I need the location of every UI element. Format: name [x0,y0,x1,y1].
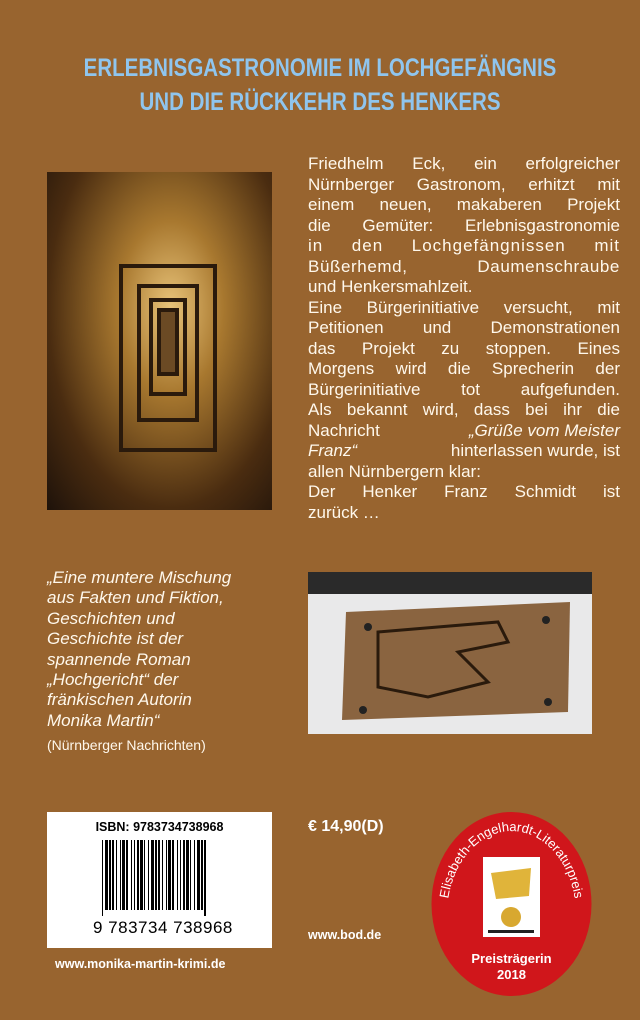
blurb-line: Eine Bürgerinitiative versucht, mit [308,297,620,317]
barcode-bar [120,840,121,910]
review-quote [47,568,267,731]
blurb-word: Nachricht [308,420,380,440]
quote-line: spannende Roman [47,649,191,669]
blurb-line: das Projekt zu stoppen. Eines [308,338,620,358]
hand-sign-photo [308,572,592,734]
quote-line: aus Fakten und Fiktion, [47,588,224,608]
award-badge [431,811,592,997]
publisher-url[interactable]: www.bod.de [308,928,382,942]
barcode-bar [131,840,132,910]
barcode-bar [197,840,200,910]
blurb-line: allen Nürnbergern klar: [308,461,481,481]
quote-line: Monika Martin“ [47,710,160,730]
blurb-line: zurück … [308,502,380,522]
blurb-line: in den Lochgefängnissen mit [308,236,620,255]
blurb-quote: „Grüße vom Meister [468,420,620,440]
barcode-bar [151,840,154,910]
badge-line-2: 2018 [497,967,526,982]
artwork-icon [491,868,531,899]
badge-arc-text: Elisabeth-Engelhardt-Literaturpreis [436,818,587,900]
barcode-bar [158,840,160,910]
blurb-line: und Henkersmahlzeit. [308,277,473,296]
blurb-line: Nürnberger Gastronom, erhitzt mit [308,174,620,194]
barcode-bar [172,840,174,910]
barcode-bar [116,840,117,910]
blurb-word: hinterlassen wurde, ist [450,441,620,460]
quote-line: Geschichten und [47,608,175,628]
barcode-bar [177,840,178,910]
barcode-bar [190,840,191,910]
author-url[interactable]: www.monika-martin-krimi.de [55,957,226,971]
isbn-label: ISBN: 9783734738968 [95,820,224,834]
barcode-bar [105,840,108,910]
barcode-bar [204,840,206,916]
title-line-1: ERLEBNISGASTRONOMIE IM LOCHGEFÄNGNIS [83,54,557,82]
blurb-line: Morgens wird die Sprecherin der [308,359,620,378]
blurb-line: die Gemüter: Erlebnisgastronomie [308,215,620,235]
barcode-bar [148,840,149,910]
barcode-icon [102,840,222,916]
isbn-digits: 9 783734 738968 [93,918,233,937]
blurb-line [308,441,620,462]
price: € 14,90(D) [308,818,384,835]
blurb-line: Büßerhemd, Daumenschraube [308,256,620,276]
barcode-bar [134,840,135,910]
blurb-line: einem neuen, makaberen Projekt [308,195,620,214]
isbn-barcode-box [47,812,272,948]
blurb-line: Bürgerinitiative tot aufgefunden. [308,379,620,399]
barcode-bar [137,840,139,910]
barcode-bar [122,840,125,910]
barcode-bar [162,840,163,910]
quote-line: „Hochgericht“ der [47,670,179,690]
barcode-bar [194,840,195,910]
title-line-2: UND DIE RÜCKKEHR DES HENKERS [139,88,501,116]
barcode-bar [126,840,128,910]
blurb-line: Petitionen und Demonstrationen [308,318,620,337]
barcode-bar [166,840,167,910]
blurb-quote: Franz“ [308,441,358,460]
blurb-line: Der Henker Franz Schmidt ist [308,482,620,501]
quote-line: Geschichte ist der [47,629,184,649]
barcode-bar [144,840,145,910]
barcode-bar [168,840,171,910]
tunnel-photo [47,172,272,510]
barcode-bar [155,840,157,910]
barcode-bar [186,840,189,910]
barcode-bar [112,840,114,910]
quote-source: (Nürnberger Nachrichten) [47,737,206,753]
quote-line: fränkischen Autorin [47,690,192,710]
barcode-bar [183,840,185,910]
blurb-line: Friedhelm Eck, ein erfolgreicher [308,154,620,173]
badge-line-1: Preisträgerin [471,951,552,966]
barcode-bar [102,840,103,916]
blurb-text [308,154,620,523]
wooden-sign-icon [308,572,592,734]
barcode-bar [109,840,111,910]
blurb-line: Als bekannt wird, dass bei ihr die [308,400,620,419]
barcode-bar [180,840,181,910]
quote-line: „Eine muntere Mischung [47,568,232,587]
barcode-bar [140,840,143,910]
barcode-bar [201,840,203,910]
blurb-line [308,421,620,442]
